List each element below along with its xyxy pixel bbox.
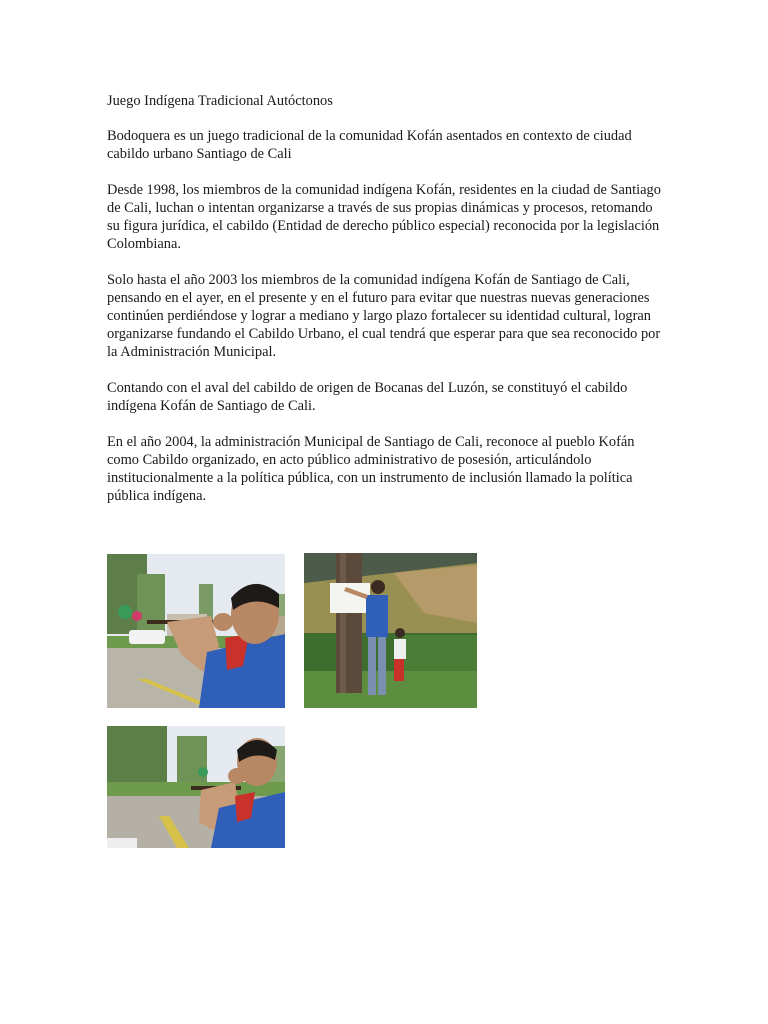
photo-target-on-tree	[304, 553, 477, 708]
paragraph-4: Contando con el aval del cabildo de origen de Bocanas del Luzón, se constituyó el cabildo indígena Kofán de Santiago de Cali.	[107, 380, 628, 414]
document-title: Juego Indígena Tradicional Autóctonos	[107, 93, 333, 109]
paragraph-1: Bodoquera es un juego tradicional de la comunidad Kofán asentados en contexto de ciudad cabildo urbano Santiago de Cali	[107, 128, 632, 162]
paragraph-2: Desde 1998, los miembros de la comunidad indígena Kofán, residentes en la ciudad de Santiago de Cali, luchan o intentan organizarse a través de sus propias dinámicas y procesos, retomando su figura jurídica, el cabildo (Entidad de derecho público especial) reconocida por la legislación Colombiana.	[107, 182, 661, 252]
paragraph-5: En el año 2004, la administración Municipal de Santiago de Cali, reconoce al pueblo Kofán como Cabildo organizado, en acto público administrativo de posesión, articulándolo institucionalmente a la política pública, con un instrumento de inclusión llamado la política pública indígena.	[107, 434, 635, 504]
paragraph-3: Solo hasta el año 2003 los miembros de la comunidad indígena Kofán de Santiago de Cali, pensando en el ayer, en el presente y en el futuro para evitar que nuestras nuevas generaciones continúen perdiéndose y lograr a mediano y largo plazo fortalecer su identidad cultural, logran organizarse fundando el Cabildo Urbano, el cual tendrá que esperar para que sea reconocido por la Administración Municipal.	[107, 272, 661, 360]
photo-blowgun-player-1	[107, 554, 285, 708]
photo-blowgun-player-2	[107, 726, 285, 848]
document-body	[107, 92, 667, 523]
